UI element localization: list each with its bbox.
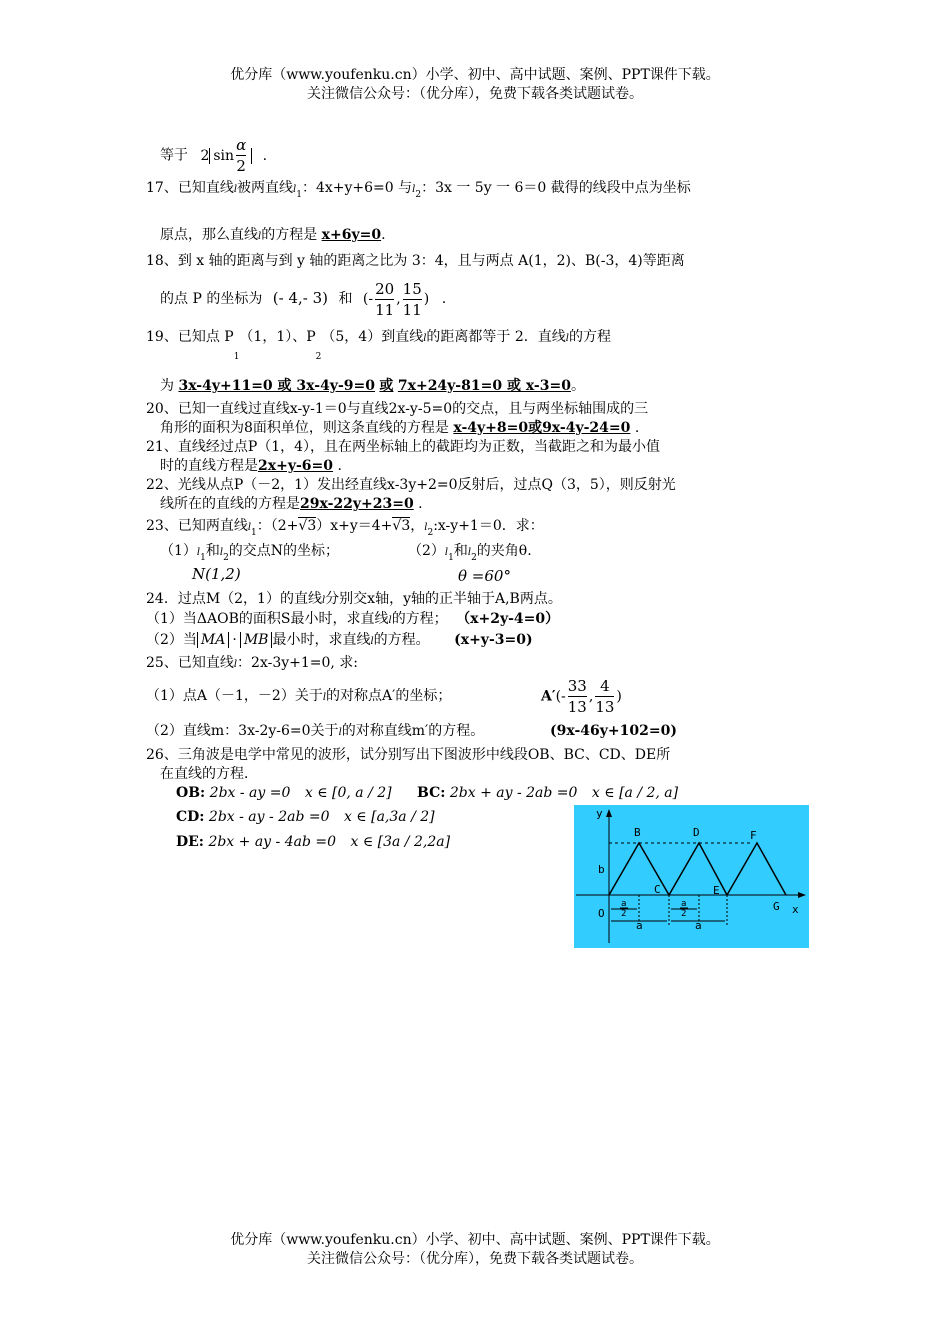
label-half-num-1: a	[621, 899, 627, 909]
q20-end: .	[634, 420, 640, 436]
q23-sqrt3-b: √3	[392, 518, 411, 534]
q19-text-2: （1，1）、P	[239, 329, 316, 345]
q17-text-2: 被两直线	[237, 180, 294, 196]
q19-line-1	[146, 327, 611, 367]
q16-end: .	[262, 147, 268, 164]
q24-p1b: 的方程；	[391, 611, 448, 627]
label-B: B	[634, 826, 641, 839]
q25-l-c: l	[338, 727, 342, 738]
q26-bc-eq: 2bx + ay - 2ab =0	[449, 785, 578, 801]
q18-comma: ,	[396, 291, 401, 307]
header-line-2: 关注微信公众号：（优分库），免费下载各类试题试卷。	[307, 86, 643, 102]
q19-text-3: （5，4）到直线	[321, 329, 424, 345]
q25-p1: （1）点A（－1，－2）关于	[146, 688, 323, 704]
q18-line-1: 18、到 x 轴的距离与到 y 轴的距离之比为 3：4，且与两点 A(1，2)、B(-3，4)等距离	[146, 253, 685, 269]
q16-two: 2	[236, 157, 246, 175]
q25-n1: 33	[567, 677, 587, 695]
q23-text-5: :x-y+1＝0．求：	[433, 518, 544, 534]
q17-text-6: 的方程是	[261, 227, 318, 243]
label-E: E	[713, 884, 720, 897]
label-x: x	[792, 903, 799, 916]
q23-s1-c: 1	[448, 553, 454, 563]
q23-text-1: 23、已知两直线	[146, 518, 248, 534]
q22-line-1: 22、光线从点P（－2，1）发出经直线x-3y+2=0反射后，过点Q（3，5），则反射光	[146, 477, 676, 493]
q25-p2b: 的对称直线m′的方程。	[341, 723, 485, 739]
q23-l2-b: l	[219, 547, 224, 558]
q25-n2: 4	[595, 676, 614, 697]
q19-text-4: 的距离都等于 2．直线	[426, 329, 566, 345]
q24-ma: MA	[197, 632, 229, 648]
label-a-2: a	[695, 919, 702, 932]
q21-end: .	[337, 458, 342, 474]
q25-answer-2: (9x-46y+102=0)	[550, 723, 677, 739]
q23-l2-c: l	[467, 547, 472, 558]
q23-text-3: ）x+y＝4+	[316, 518, 393, 534]
q26-bc-label: BC:	[417, 785, 446, 801]
q19-s2: 2	[315, 352, 322, 362]
q23-line-1	[146, 516, 544, 543]
q17-l: l	[233, 184, 238, 195]
q25-l-b: l	[322, 692, 327, 703]
q18-point-1: (- 4,- 3)	[272, 289, 329, 307]
q26-de-eq: 2bx + ay - 4ab =0	[208, 834, 337, 850]
q23-s2: 2	[427, 528, 434, 538]
q19-end: 。	[570, 378, 585, 394]
q24-text-2: 分别交x轴，y轴的正半轴于A,B两点。	[325, 591, 562, 607]
q17-l1: l	[293, 184, 297, 195]
triangle-wave-svg	[574, 805, 809, 948]
q23-l1: l	[247, 522, 252, 533]
q24-line-1	[146, 589, 562, 611]
q25-ap: A′	[541, 688, 556, 705]
q17-line-2	[160, 225, 386, 247]
q26-de	[176, 832, 450, 852]
q22-line-2	[160, 494, 423, 514]
q20-answer: x-4y+8=0或9x-4y-24=0	[453, 420, 631, 436]
label-half-den-1: 2	[621, 909, 627, 919]
q22-text-2: 线所在的直线的方程是	[160, 496, 300, 512]
q21-line-1: 21、直线经过点P（1，4），且在两坐标轴上的截距均为正数，当截距之和为最小值	[146, 439, 661, 455]
q24-p1: （1）当ΔAOB的面积S最小时，求直线	[146, 611, 389, 627]
q22-answer: 29x-22y+23=0	[300, 496, 414, 512]
q25-d2: 13	[595, 698, 615, 716]
q17-line-1	[146, 178, 691, 205]
q21-answer: 2x+y-6=0	[258, 458, 333, 474]
q17-l-b: l	[258, 231, 262, 242]
q17-s2: 2	[415, 190, 422, 200]
q23-s2-b: 2	[223, 553, 229, 563]
q23-text-4: ，	[410, 518, 425, 534]
q18-d2: 11	[402, 300, 422, 319]
q21-text-2: 时的直线方程是	[160, 458, 258, 474]
q22-end: .	[418, 496, 423, 512]
q25-p2: （2）直线m：3x-2y-6=0关于	[146, 723, 339, 739]
footer-line-2: 关注微信公众号：（优分库），免费下载各类试题试卷。	[307, 1251, 643, 1267]
q23-s1-b: 1	[200, 553, 206, 563]
q26-ob-label: OB:	[176, 785, 206, 801]
q24-line-3	[146, 630, 533, 652]
q23-p1c: 的交点N的坐标；	[228, 543, 340, 559]
q16-sin: sin	[213, 147, 235, 164]
q19-l-b: l	[565, 333, 569, 344]
q25-line-2	[146, 676, 451, 718]
q23-p1b: 和	[205, 543, 220, 559]
q24-line-2	[146, 609, 559, 631]
q18-close: )	[423, 291, 430, 307]
q23-l1-c: l	[444, 547, 449, 558]
q18-and: 和	[338, 291, 353, 307]
q16-coef: 2	[200, 147, 210, 164]
q20-text-2: 角形的面积为8面积单位，则这条直线的方程是	[160, 420, 449, 436]
q23-text-2: ：（2+	[256, 518, 299, 534]
q26-de-label: DE:	[176, 834, 204, 850]
q24-dot: ·	[232, 632, 237, 648]
q17-l2: l	[412, 184, 416, 195]
q17-answer: x+6y=0	[321, 227, 382, 243]
q17-end: .	[381, 227, 386, 243]
q19-or: 或	[379, 378, 394, 394]
q26-ob-eq: 2bx - ay =0	[209, 785, 291, 801]
q23-l1-b: l	[196, 547, 201, 558]
q19-text-6: 为	[160, 378, 174, 394]
q24-text-1: 24．过点M（2，1）的直线	[146, 591, 322, 607]
q23-p1a: （1）	[160, 543, 197, 559]
q26-bc-domain: x ∈ [a / 2, a]	[591, 785, 679, 801]
q26-line-2: 在直线的方程．	[160, 766, 258, 782]
q24-l: l	[321, 595, 326, 606]
q17-text-4: ：3x 一 5y 一 6＝0 截得的线段中点为坐标	[421, 180, 691, 196]
q17-text-3: ：4x+y+6=0 与	[301, 180, 413, 196]
q25-l: l	[233, 659, 238, 670]
q19-answer-1: 3x-4y+11=0 或 3x-4y-9=0	[178, 378, 375, 394]
q16-alpha: α	[236, 136, 247, 154]
q25-line-3	[146, 721, 484, 743]
q24-answer-1: （x+2y-4=0）	[456, 611, 560, 627]
label-b: b	[598, 863, 605, 876]
label-half-den-2: 2	[681, 909, 687, 919]
q24-answer-2: (x+y-3=0)	[454, 632, 533, 648]
q26-de-domain: x ∈ [3a / 2,2a]	[350, 834, 451, 850]
q19-text-1: 19、已知点 P	[146, 329, 234, 345]
q23-p2b: 和	[453, 543, 468, 559]
q23-l2: l	[424, 522, 428, 533]
q24-p2b: 最小时，求直线	[272, 632, 371, 648]
q18-n2: 15	[402, 279, 422, 298]
q25-text-2: ：2x-3y+1=0, 求:	[237, 655, 359, 671]
q19-text-5: 的方程	[568, 329, 611, 345]
q25-close: )	[616, 688, 622, 705]
q25-answer-1	[541, 676, 622, 717]
q23-line-2	[160, 541, 339, 568]
label-F: F	[750, 829, 757, 842]
triangle-wave-figure	[574, 805, 809, 948]
q23-p2a: （2）	[408, 543, 445, 559]
label-y: y	[596, 807, 603, 820]
label-o: O	[598, 907, 605, 920]
q23-s2-c: 2	[471, 553, 477, 563]
q25-line-1	[146, 653, 358, 675]
x-axis-arrow-icon	[798, 892, 806, 898]
q23-answer-1: N(1,2)	[192, 565, 241, 583]
q26-bc	[417, 783, 678, 803]
q18-end: .	[441, 291, 447, 307]
q26-cd	[176, 807, 435, 827]
q20-line-1: 20、已知一直线过直线x-y-1＝0与直线2x-y-5=0的交点，且与两坐标轴围成的三	[146, 401, 649, 417]
q23-answer-2: θ =60°	[458, 567, 511, 585]
q18-n1: 20	[375, 279, 395, 298]
q16-prefix: 等于	[160, 147, 188, 164]
q19-l: l	[423, 333, 427, 344]
q18-open: (-	[362, 291, 374, 307]
label-C: C	[654, 883, 661, 896]
label-D: D	[693, 826, 700, 839]
label-G: G	[773, 900, 780, 913]
q24-mb: MB	[240, 632, 273, 648]
label-a-1: a	[636, 919, 643, 932]
q23-line-2b	[408, 541, 532, 568]
footer-line-1: 优分库（www.youfenku.cn）小学、初中、高中试题、案例、PPT课件下载。	[230, 1232, 720, 1248]
q17-s1: 1	[296, 190, 302, 200]
q17-text-1: 17、已知直线	[146, 180, 234, 196]
q17-text-5: 原点，那么直线	[160, 227, 258, 243]
q24-p2: （2）当	[146, 632, 197, 648]
q25-comma: ,	[588, 688, 594, 705]
q25-text-1: 25、已知直线	[146, 655, 234, 671]
q23-p2c: 的夹角θ.	[476, 543, 532, 559]
q26-cd-eq: 2bx - ay - 2ab =0	[208, 809, 330, 825]
label-half-num-2: a	[681, 899, 687, 909]
q26-cd-domain: x ∈ [a,3a / 2]	[343, 809, 435, 825]
q18-text-2: 的点 P 的坐标为	[160, 291, 263, 307]
q16-abs	[209, 136, 252, 175]
y-axis-arrow-icon	[606, 809, 612, 817]
q19-line-2	[160, 376, 585, 396]
q23-sqrt3: √3	[298, 518, 317, 534]
q26-cd-label: CD:	[176, 809, 205, 825]
q18-line-2	[160, 278, 446, 320]
q19-answer-2: 7x+24y-81=0 或 x-3=0	[397, 378, 571, 394]
q24-l-b: l	[388, 615, 392, 626]
q25-p1b: 的对称点A′的坐标；	[326, 688, 452, 704]
q26-ob-domain: x ∈ [0, a / 2]	[304, 785, 392, 801]
q20-line-2	[160, 418, 639, 438]
q26-ob	[176, 783, 392, 803]
q18-d1: 11	[375, 300, 395, 319]
q24-l-c: l	[370, 636, 374, 647]
q19-s1: 1	[233, 352, 240, 362]
q21-line-2	[160, 456, 342, 476]
q23-s1: 1	[251, 528, 257, 538]
triangle-wave	[609, 843, 786, 895]
q24-p2c: 的方程。	[373, 632, 430, 648]
q26-line-1: 26、三角波是电学中常见的波形，试分别写出下图波形中线段OB、BC、CD、DE所	[146, 747, 671, 763]
q25-open: (-	[555, 688, 566, 705]
header-line-1: 优分库（www.youfenku.cn）小学、初中、高中试题、案例、PPT课件下载。	[230, 67, 720, 83]
q25-d1: 13	[567, 698, 587, 716]
q16-line	[160, 135, 267, 176]
